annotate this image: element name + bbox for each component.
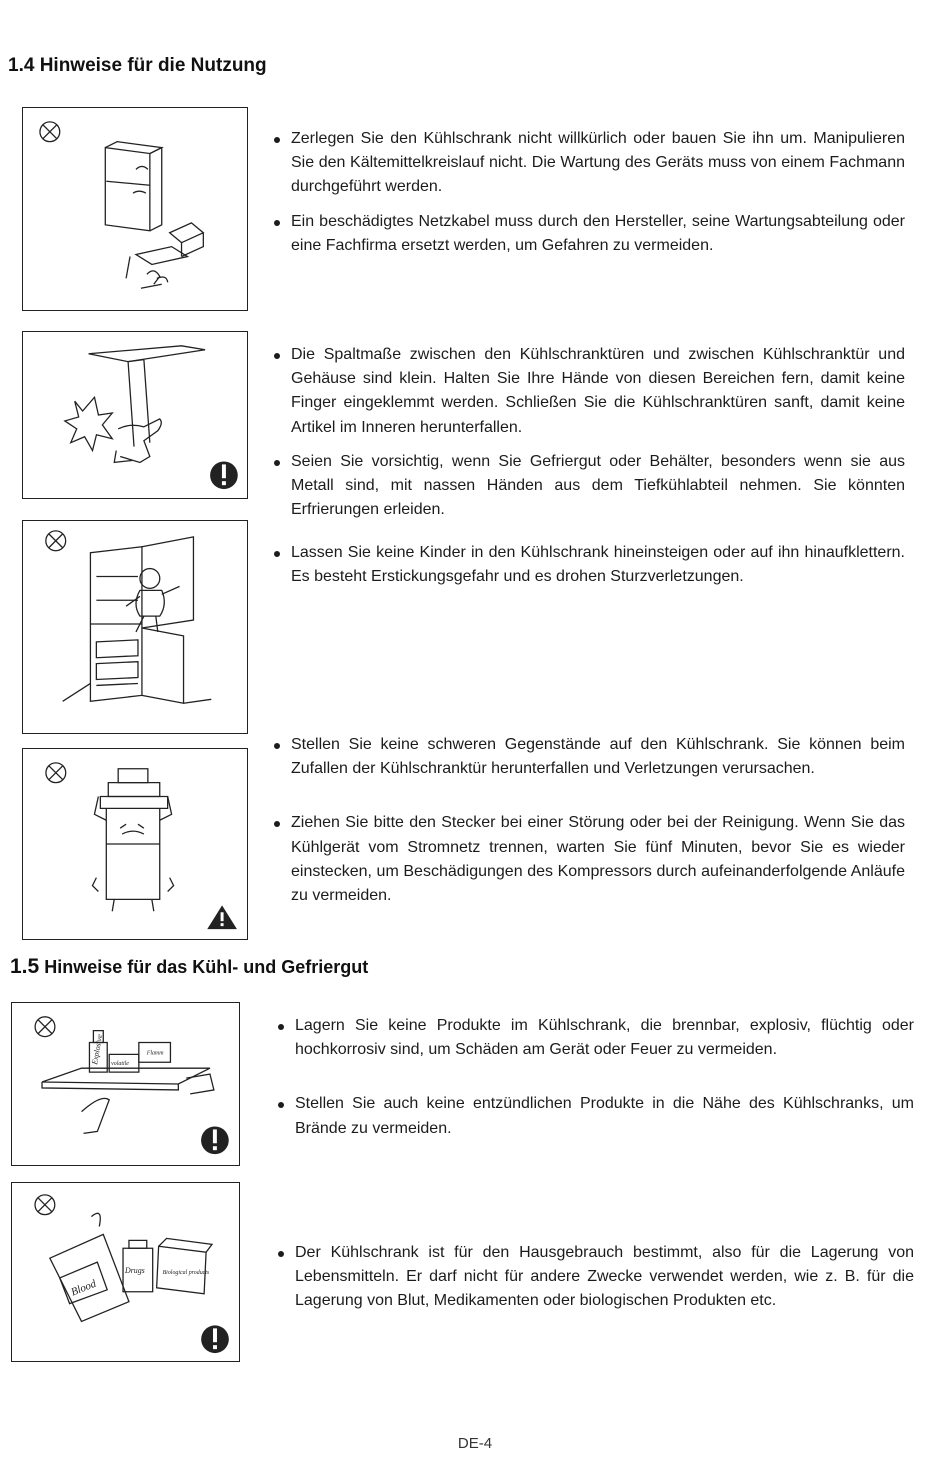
explosive-label: Explosive xyxy=(90,1033,105,1066)
figure-door-gap xyxy=(22,331,248,499)
section-heading-1-4: 1.4 Hinweise für die Nutzung xyxy=(8,55,267,76)
list-item: Stellen Sie keine schweren Gegenstände auf den Kühlschrank. Sie können beim Zufallen der Kühlschranktür herunterfallen und Verletzungen verursachen. xyxy=(273,733,905,781)
block-3-list xyxy=(273,541,905,589)
exclamation-icon xyxy=(210,461,238,489)
prohibited-icon xyxy=(46,531,66,551)
section-heading-1-5 xyxy=(10,955,368,979)
figure-child-climbing xyxy=(22,520,248,734)
drugs-label: Drugs xyxy=(125,1265,145,1275)
exclamation-icon xyxy=(201,1325,229,1353)
list-item: Ziehen Sie bitte den Stecker bei einer Störung oder bei der Reinigung. Wenn Sie das Kühlgerät vom Stromnetz trennen, warten Sie fünf Minuten, bevor Sie es wieder einstecken, um Beschädigungen des Kompressors durch aufeinanderfolgende Anläufe zu vermeiden. xyxy=(273,811,905,908)
prohibited-icon xyxy=(46,763,66,783)
block-1-list xyxy=(273,127,905,258)
prohibited-icon xyxy=(35,1195,55,1215)
open-fridge-illustration xyxy=(63,537,212,703)
warning-triangle-icon xyxy=(207,905,237,929)
blood-label: Blood xyxy=(69,1277,98,1299)
list-item: Lagern Sie keine Produkte im Kühlschrank, die brennbar, explosiv, flüchtig oder hochkorrosiv sind, um Schäden am Gerät oder Feuer zu vermeiden. xyxy=(277,1014,914,1062)
door-gap-illustration xyxy=(65,346,205,463)
disassembled-fridge-illustration xyxy=(105,142,203,289)
page-number: DE-4 xyxy=(457,1435,493,1452)
volatile-label: volatile xyxy=(111,1061,129,1068)
section-number: 1.5 xyxy=(10,955,40,978)
list-item: Der Kühlschrank ist für den Hausgebrauch bestimmt, also für die Lagerung von Lebensmitteln. Er darf nicht für andere Zwecke verwendet werden, wie z. B. für die Lagerung von Blut, Medikamenten oder biologischen Produkten etc. xyxy=(277,1241,914,1314)
prohibited-icon xyxy=(40,122,60,142)
list-item: Zerlegen Sie den Kühlschrank nicht willkürlich oder bauen Sie ihn um. Manipulieren Sie den Kältemittelkreislauf nicht. Die Wartung des Geräts muss von einem Fachmann durchgeführt werden. xyxy=(273,127,905,200)
prohibited-icon xyxy=(35,1017,55,1037)
figure-non-food-storage xyxy=(11,1182,240,1362)
block-6-list xyxy=(277,1241,914,1314)
block-4-list xyxy=(273,733,905,908)
block-5-list xyxy=(277,1014,914,1141)
list-item: Seien Sie vorsichtig, wenn Sie Gefriergut oder Behälter, besonders wenn sie aus Metall sind, mit nassen Händen aus dem Tiefkühlabteil nehmen. Sie könnten Erfrierungen erleiden. xyxy=(273,450,905,523)
section-title: Hinweise für das Kühl- und Gefriergut xyxy=(44,957,369,977)
list-item: Die Spaltmaße zwischen den Kühlschranktüren und zwischen Kühlschranktür und Gehäuse sind klein. Halten Sie Ihre Hände von diesen Bereichen fern, damit keine Finger eingeklemmt werden. Schließen Sie die Kühlschranktüren sanft, damit keine Artikel im Inneren herunterfallen. xyxy=(273,343,905,440)
block-2-list xyxy=(273,343,905,522)
figure-hazardous-products xyxy=(11,1002,240,1166)
overloaded-fridge-illustration xyxy=(92,769,173,912)
flammable-label: Flamm xyxy=(146,1050,164,1057)
list-item: Lassen Sie keine Kinder in den Kühlschrank hineinsteigen oder auf ihn hinaufklettern. Es besteht Erstickungsgefahr und es drohen Sturzverletzungen. xyxy=(273,541,905,589)
figure-heavy-objects xyxy=(22,748,248,940)
figure-disassembly xyxy=(22,107,248,311)
biological-label: Biological products xyxy=(162,1269,210,1276)
exclamation-icon xyxy=(201,1126,229,1154)
list-item: Stellen Sie auch keine entzündlichen Produkte in die Nähe des Kühlschranks, um Brände zu vermeiden. xyxy=(277,1092,914,1140)
list-item: Ein beschädigtes Netzkabel muss durch den Hersteller, seine Wartungsabteilung oder eine Fachfirma ersetzt werden, um Gefahren zu vermeiden. xyxy=(273,210,905,258)
shelf-with-chemicals-illustration xyxy=(42,1031,214,1134)
